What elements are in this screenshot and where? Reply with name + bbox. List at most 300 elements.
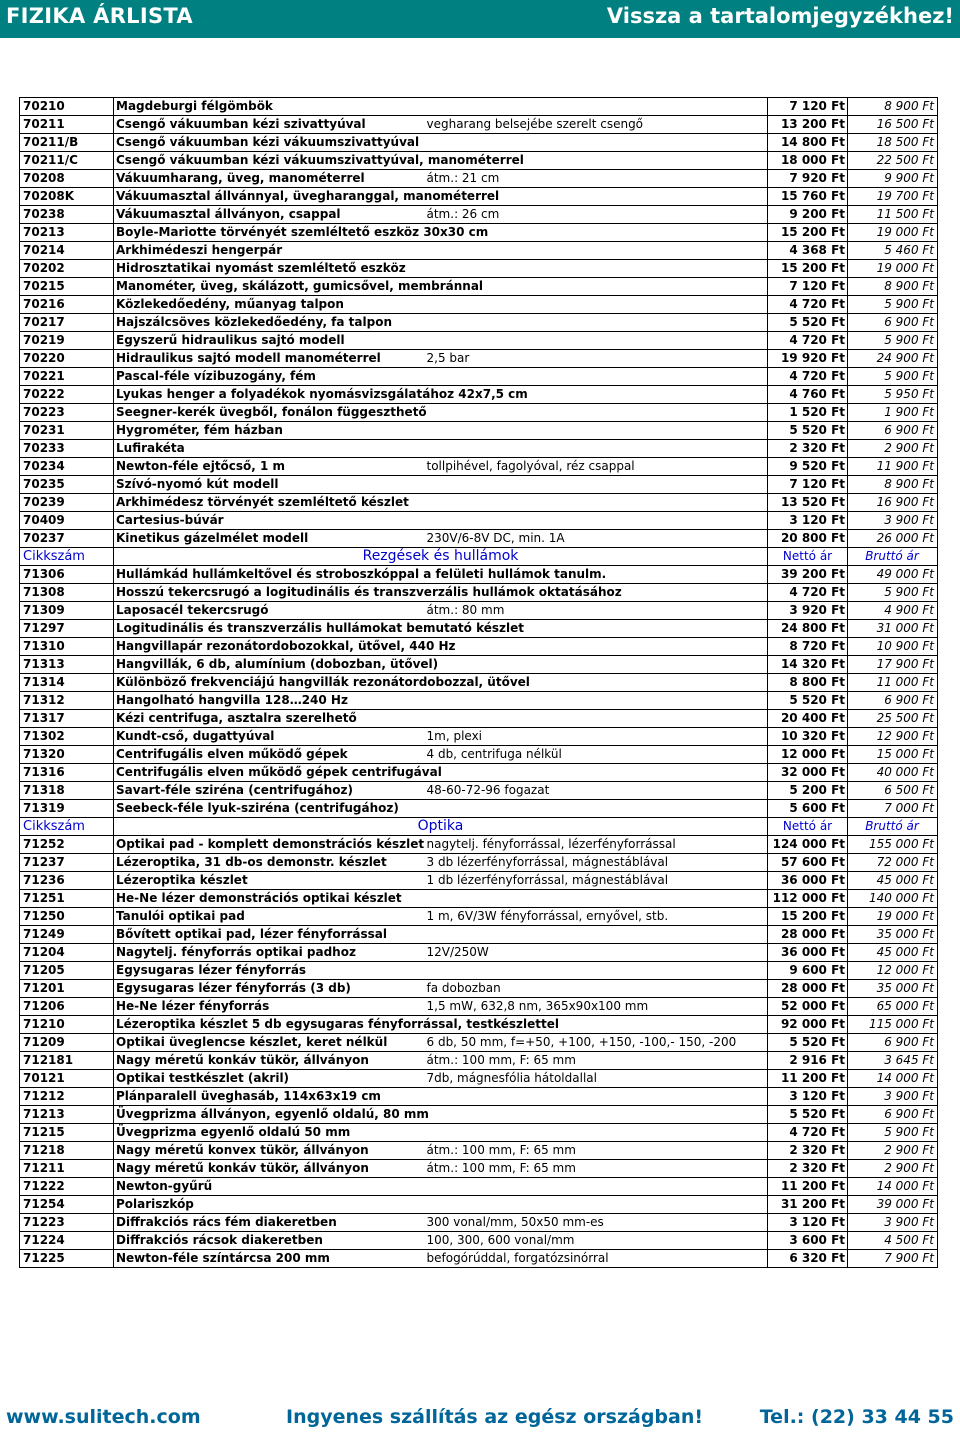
item-note	[425, 440, 768, 458]
gross-price: 11 000 Ft	[848, 674, 938, 692]
net-price: 6 320 Ft	[768, 1250, 848, 1268]
item-code: 70216	[20, 296, 114, 314]
item-name: Optikai üveglencse készlet, keret nélkül	[114, 1034, 425, 1052]
net-price: 11 200 Ft	[768, 1178, 848, 1196]
item-name: Magdeburgi félgömbök	[114, 98, 425, 116]
item-code: 71201	[20, 980, 114, 998]
section-title: Rezgések és hullámok	[114, 548, 768, 566]
item-note: fa dobozban	[425, 980, 768, 998]
item-name: Nagytelj. fényforrás optikai padhoz	[114, 944, 425, 962]
item-note	[425, 422, 768, 440]
net-price: 11 200 Ft	[768, 1070, 848, 1088]
item-note: 2,5 bar	[425, 350, 768, 368]
item-name: Közlekedőedény, műanyag talpon	[114, 296, 425, 314]
table-row	[20, 296, 938, 314]
net-price: 13 200 Ft	[768, 116, 848, 134]
item-note	[425, 656, 768, 674]
net-price: 10 320 Ft	[768, 728, 848, 746]
gross-price: 19 700 Ft	[848, 188, 938, 206]
item-code: 70237	[20, 530, 114, 548]
gross-price: 18 500 Ft	[848, 134, 938, 152]
item-name: Nagy méretű konkáv tükör, állványon	[114, 1052, 425, 1070]
item-name: Logitudinális és transzverzális hullámokat bemutató készlet	[114, 620, 425, 638]
item-note	[425, 242, 768, 260]
column-header-code: Cikkszám	[20, 818, 114, 836]
gross-price: 2 900 Ft	[848, 440, 938, 458]
item-name: Kundt-cső, dugattyúval	[114, 728, 425, 746]
item-code: 70211/C	[20, 152, 114, 170]
item-name: Kinetikus gázelmélet modell	[114, 530, 425, 548]
item-code: 70208	[20, 170, 114, 188]
item-name: Bővített optikai pad, lézer fényforrással	[114, 926, 425, 944]
item-code: 71314	[20, 674, 114, 692]
item-code: 71225	[20, 1250, 114, 1268]
table-row	[20, 710, 938, 728]
net-price: 4 720 Ft	[768, 332, 848, 350]
item-code: 70233	[20, 440, 114, 458]
gross-price: 3 900 Ft	[848, 512, 938, 530]
gross-price: 6 900 Ft	[848, 1106, 938, 1124]
item-note	[425, 260, 768, 278]
gross-price: 11 500 Ft	[848, 206, 938, 224]
price-list-body	[20, 98, 938, 1268]
net-price: 14 320 Ft	[768, 656, 848, 674]
item-note	[425, 890, 768, 908]
net-price: 3 120 Ft	[768, 512, 848, 530]
gross-price: 4 900 Ft	[848, 602, 938, 620]
item-name: Lyukas henger a folyadékok nyomásvizsgálatához 42x7,5 cm	[114, 386, 425, 404]
net-price: 1 520 Ft	[768, 404, 848, 422]
net-price: 36 000 Ft	[768, 872, 848, 890]
item-name: Boyle-Mariotte törvényét szemléltető eszköz 30x30 cm	[114, 224, 425, 242]
item-name: Hidrosztatikai nyomást szemléltető eszköz	[114, 260, 425, 278]
table-row	[20, 1250, 938, 1268]
table-row	[20, 512, 938, 530]
item-note: nagytelj. fényforrással, lézerfényforrással	[425, 836, 768, 854]
item-name: Hangvillák, 6 db, alumínium (dobozban, ütővel)	[114, 656, 425, 674]
table-row	[20, 980, 938, 998]
item-code: 70409	[20, 512, 114, 530]
table-row	[20, 170, 938, 188]
net-price: 31 200 Ft	[768, 1196, 848, 1214]
gross-price: 6 900 Ft	[848, 314, 938, 332]
table-row	[20, 1214, 938, 1232]
gross-price: 11 900 Ft	[848, 458, 938, 476]
item-name: Tanulói optikai pad	[114, 908, 425, 926]
item-name: Polariszkóp	[114, 1196, 425, 1214]
item-note	[425, 368, 768, 386]
item-note	[425, 692, 768, 710]
item-note	[425, 1178, 768, 1196]
item-name: Optikai pad - komplett demonstrációs készlet	[114, 836, 425, 854]
section-header-row	[20, 548, 938, 566]
item-name: Egysugaras lézer fényforrás (3 db)	[114, 980, 425, 998]
item-code: 71205	[20, 962, 114, 980]
net-price: 5 520 Ft	[768, 1106, 848, 1124]
item-code: 71249	[20, 926, 114, 944]
item-code: 70215	[20, 278, 114, 296]
net-price: 2 916 Ft	[768, 1052, 848, 1070]
net-price: 3 120 Ft	[768, 1214, 848, 1232]
net-price: 28 000 Ft	[768, 926, 848, 944]
price-list-table	[19, 97, 938, 1268]
gross-price: 49 000 Ft	[848, 566, 938, 584]
item-note	[425, 638, 768, 656]
item-code: 71252	[20, 836, 114, 854]
gross-price: 14 000 Ft	[848, 1070, 938, 1088]
table-row	[20, 116, 938, 134]
table-row	[20, 440, 938, 458]
item-code: 71209	[20, 1034, 114, 1052]
item-code: 71310	[20, 638, 114, 656]
gross-price: 25 500 Ft	[848, 710, 938, 728]
table-row	[20, 458, 938, 476]
item-name: Vákuumasztal állványon, csappal	[114, 206, 425, 224]
item-note	[425, 404, 768, 422]
table-row	[20, 404, 938, 422]
net-price: 3 120 Ft	[768, 1088, 848, 1106]
gross-price: 22 500 Ft	[848, 152, 938, 170]
item-code: 70219	[20, 332, 114, 350]
table-row	[20, 152, 938, 170]
table-row	[20, 1088, 938, 1106]
gross-price: 45 000 Ft	[848, 944, 938, 962]
table-row	[20, 1142, 938, 1160]
net-price: 15 200 Ft	[768, 224, 848, 242]
net-price: 39 200 Ft	[768, 566, 848, 584]
back-to-toc-link[interactable]: Vissza a tartalomjegyzékhez!	[606, 4, 954, 28]
item-note	[425, 476, 768, 494]
table-row	[20, 1124, 938, 1142]
gross-price: 4 500 Ft	[848, 1232, 938, 1250]
item-code: 71204	[20, 944, 114, 962]
item-code: 70211	[20, 116, 114, 134]
gross-price: 26 000 Ft	[848, 530, 938, 548]
shipping-note: Ingyenes szállítás az egész országban!	[286, 1406, 704, 1428]
item-name: He-Ne lézer fényforrás	[114, 998, 425, 1016]
table-row	[20, 764, 938, 782]
item-note	[425, 962, 768, 980]
item-name: Egyszerű hidraulikus sajtó modell	[114, 332, 425, 350]
table-row	[20, 188, 938, 206]
item-note: 6 db, 50 mm, f=+50, +100, +150, -100,- 150, -200	[425, 1034, 768, 1052]
item-code: 71318	[20, 782, 114, 800]
item-code: 70213	[20, 224, 114, 242]
gross-price: 40 000 Ft	[848, 764, 938, 782]
gross-price: 9 900 Ft	[848, 170, 938, 188]
item-note: 230V/6-8V DC, min. 1A	[425, 530, 768, 548]
net-price: 5 520 Ft	[768, 692, 848, 710]
item-note	[425, 1196, 768, 1214]
net-price: 5 520 Ft	[768, 422, 848, 440]
gross-price: 17 900 Ft	[848, 656, 938, 674]
gross-price: 2 900 Ft	[848, 1142, 938, 1160]
item-code: 71309	[20, 602, 114, 620]
phone-number: Tel.: (22) 33 44 55	[759, 1406, 954, 1428]
item-name: Hullámkád hullámkeltővel és stroboszkóppal a felületi hullámok tanulm.	[114, 566, 425, 584]
gross-price: 31 000 Ft	[848, 620, 938, 638]
item-name: Seebeck-féle lyuk-sziréna (centrifugához)	[114, 800, 425, 818]
gross-price: 3 900 Ft	[848, 1214, 938, 1232]
gross-price: 8 900 Ft	[848, 278, 938, 296]
net-price: 7 120 Ft	[768, 98, 848, 116]
table-row	[20, 836, 938, 854]
item-name: Savart-féle sziréna (centrifugához)	[114, 782, 425, 800]
gross-price: 5 900 Ft	[848, 296, 938, 314]
item-name: Nagy méretű konvex tükör, állványon	[114, 1142, 425, 1160]
item-name: Vákuumharang, üveg, manométerrel	[114, 170, 425, 188]
item-note: 1m, plexi	[425, 728, 768, 746]
item-note: átm.: 80 mm	[425, 602, 768, 620]
gross-price: 19 000 Ft	[848, 260, 938, 278]
column-header-net-price: Nettó ár	[768, 818, 848, 836]
item-name: Centrifugális elven működő gépek	[114, 746, 425, 764]
net-price: 36 000 Ft	[768, 944, 848, 962]
table-row	[20, 674, 938, 692]
item-note	[425, 512, 768, 530]
item-code: 71206	[20, 998, 114, 1016]
item-name: Különböző frekvenciájú hangvillák rezonátordobozzal, ütővel	[114, 674, 425, 692]
net-price: 12 000 Ft	[768, 746, 848, 764]
item-note: 7db, mágnesfólia hátoldallal	[425, 1070, 768, 1088]
net-price: 24 800 Ft	[768, 620, 848, 638]
gross-price: 8 900 Ft	[848, 476, 938, 494]
item-note	[425, 1124, 768, 1142]
table-row	[20, 368, 938, 386]
table-row	[20, 566, 938, 584]
item-code: 71251	[20, 890, 114, 908]
table-row	[20, 872, 938, 890]
item-note: 48-60-72-96 fogazat	[425, 782, 768, 800]
item-name: Hajszálcsöves közlekedőedény, fa talpon	[114, 314, 425, 332]
item-name: Plánparalell üveghasáb, 114x63x19 cm	[114, 1088, 425, 1106]
table-row	[20, 1016, 938, 1034]
gross-price: 2 900 Ft	[848, 1160, 938, 1178]
item-name: Csengő vákuumban kézi szivattyúval	[114, 116, 425, 134]
item-code: 71313	[20, 656, 114, 674]
table-row	[20, 638, 938, 656]
item-code: 70231	[20, 422, 114, 440]
item-name: Nagy méretű konkáv tükör, állványon	[114, 1160, 425, 1178]
item-note	[425, 764, 768, 782]
gross-price: 6 900 Ft	[848, 692, 938, 710]
item-code: 70217	[20, 314, 114, 332]
table-row	[20, 350, 938, 368]
table-row	[20, 908, 938, 926]
table-row	[20, 944, 938, 962]
item-note	[425, 494, 768, 512]
item-code: 71222	[20, 1178, 114, 1196]
item-code: 71250	[20, 908, 114, 926]
item-code: 70234	[20, 458, 114, 476]
table-row	[20, 242, 938, 260]
table-row	[20, 1160, 938, 1178]
table-row	[20, 692, 938, 710]
net-price: 92 000 Ft	[768, 1016, 848, 1034]
gross-price: 6 900 Ft	[848, 1034, 938, 1052]
item-name: Szívó-nyomó kút modell	[114, 476, 425, 494]
gross-price: 35 000 Ft	[848, 980, 938, 998]
gross-price: 8 900 Ft	[848, 98, 938, 116]
gross-price: 6 900 Ft	[848, 422, 938, 440]
table-row	[20, 494, 938, 512]
item-code: 70208K	[20, 188, 114, 206]
net-price: 4 720 Ft	[768, 296, 848, 314]
net-price: 57 600 Ft	[768, 854, 848, 872]
item-note: tollpihével, fagolyóval, réz csappal	[425, 458, 768, 476]
item-note	[425, 314, 768, 332]
gross-price: 5 900 Ft	[848, 1124, 938, 1142]
item-name: Üvegprizma egyenlő oldalú 50 mm	[114, 1124, 425, 1142]
net-price: 5 520 Ft	[768, 1034, 848, 1052]
item-name: Kézi centrifuga, asztalra szerelhető	[114, 710, 425, 728]
item-code: 70223	[20, 404, 114, 422]
item-name: Lufirakéta	[114, 440, 425, 458]
item-note: átm.: 21 cm	[425, 170, 768, 188]
item-name: Cartesius-búvár	[114, 512, 425, 530]
net-price: 7 120 Ft	[768, 476, 848, 494]
item-name: Arkhimédeszi hengerpár	[114, 242, 425, 260]
net-price: 3 920 Ft	[768, 602, 848, 620]
table-row	[20, 890, 938, 908]
item-name: Newton-gyűrű	[114, 1178, 425, 1196]
net-price: 20 800 Ft	[768, 530, 848, 548]
item-note: 1,5 mW, 632,8 nm, 365x90x100 mm	[425, 998, 768, 1016]
gross-price: 5 460 Ft	[848, 242, 938, 260]
item-name: Laposacél tekercsrugó	[114, 602, 425, 620]
item-name: Seegner-kerék üvegből, fonálon függeszthető	[114, 404, 425, 422]
item-code: 71316	[20, 764, 114, 782]
item-code: 70220	[20, 350, 114, 368]
net-price: 52 000 Ft	[768, 998, 848, 1016]
table-row	[20, 584, 938, 602]
item-name: Hosszú tekercsrugó a logitudinális és transzverzális hullámok oktatásához	[114, 584, 425, 602]
table-row	[20, 476, 938, 494]
net-price: 7 920 Ft	[768, 170, 848, 188]
table-row	[20, 620, 938, 638]
item-name: Centrifugális elven működő gépek centrifugával	[114, 764, 425, 782]
item-note	[425, 134, 768, 152]
table-row	[20, 1232, 938, 1250]
net-price: 8 720 Ft	[768, 638, 848, 656]
gross-price: 12 900 Ft	[848, 728, 938, 746]
item-note: átm.: 100 mm, F: 65 mm	[425, 1052, 768, 1070]
net-price: 3 600 Ft	[768, 1232, 848, 1250]
gross-price: 5 900 Ft	[848, 584, 938, 602]
item-name: Egysugaras lézer fényforrás	[114, 962, 425, 980]
net-price: 112 000 Ft	[768, 890, 848, 908]
table-row	[20, 260, 938, 278]
net-price: 2 320 Ft	[768, 440, 848, 458]
gross-price: 5 900 Ft	[848, 332, 938, 350]
item-note: átm.: 100 mm, F: 65 mm	[425, 1142, 768, 1160]
item-code: 71213	[20, 1106, 114, 1124]
net-price: 19 920 Ft	[768, 350, 848, 368]
item-code: 71210	[20, 1016, 114, 1034]
item-code: 71306	[20, 566, 114, 584]
item-name: Optikai testkészlet (akril)	[114, 1070, 425, 1088]
table-row	[20, 854, 938, 872]
item-name: Arkhimédesz törvényét szemléltető készlet	[114, 494, 425, 512]
gross-price: 1 900 Ft	[848, 404, 938, 422]
item-name: Hygrométer, fém házban	[114, 422, 425, 440]
item-code: 71297	[20, 620, 114, 638]
item-code: 71254	[20, 1196, 114, 1214]
item-name: Manométer, üveg, skálázott, gumicsővel, membránnal	[114, 278, 425, 296]
net-price: 18 000 Ft	[768, 152, 848, 170]
item-note: vegharang belsejébe szerelt csengő	[425, 116, 768, 134]
gross-price: 12 000 Ft	[848, 962, 938, 980]
table-row	[20, 530, 938, 548]
table-row	[20, 656, 938, 674]
gross-price: 65 000 Ft	[848, 998, 938, 1016]
table-row	[20, 278, 938, 296]
net-price: 13 520 Ft	[768, 494, 848, 512]
website-link[interactable]: www.sulitech.com	[6, 1406, 201, 1428]
item-name: Lézeroptika, 31 db-os demonstr. készlet	[114, 854, 425, 872]
gross-price: 45 000 Ft	[848, 872, 938, 890]
item-note: 100, 300, 600 vonal/mm	[425, 1232, 768, 1250]
table-row	[20, 1034, 938, 1052]
column-header-net-price: Nettó ár	[768, 548, 848, 566]
net-price: 15 200 Ft	[768, 908, 848, 926]
item-code: 70121	[20, 1070, 114, 1088]
item-name: Vákuumasztal állvánnyal, üvegharanggal, manométerrel	[114, 188, 425, 206]
item-note	[425, 1088, 768, 1106]
gross-price: 10 900 Ft	[848, 638, 938, 656]
item-note: átm.: 100 mm, F: 65 mm	[425, 1160, 768, 1178]
item-name: Üvegprizma állványon, egyenlő oldalú, 80 mm	[114, 1106, 425, 1124]
item-name: Newton-féle színtárcsa 200 mm	[114, 1250, 425, 1268]
table-row	[20, 728, 938, 746]
gross-price: 16 900 Ft	[848, 494, 938, 512]
gross-price: 5 950 Ft	[848, 386, 938, 404]
item-name: Diffrakciós rács fém diakeretben	[114, 1214, 425, 1232]
table-row	[20, 422, 938, 440]
item-code: 70238	[20, 206, 114, 224]
net-price: 4 760 Ft	[768, 386, 848, 404]
table-row	[20, 602, 938, 620]
gross-price: 5 900 Ft	[848, 368, 938, 386]
item-name: Hangolható hangvilla 128…240 Hz	[114, 692, 425, 710]
item-name: Csengő vákuumban kézi vákuumszivattyúval, manométerrel	[114, 152, 425, 170]
net-price: 14 800 Ft	[768, 134, 848, 152]
item-note	[425, 710, 768, 728]
gross-price: 7 900 Ft	[848, 1250, 938, 1268]
item-code: 71236	[20, 872, 114, 890]
item-name: Lézeroptika készlet 5 db egysugaras fényforrással, testkészlettel	[114, 1016, 425, 1034]
item-note: befogórúddal, forgatózsinórral	[425, 1250, 768, 1268]
table-row	[20, 332, 938, 350]
item-note: 300 vonal/mm, 50x50 mm-es	[425, 1214, 768, 1232]
net-price: 2 320 Ft	[768, 1160, 848, 1178]
item-code: 71237	[20, 854, 114, 872]
item-code: 71212	[20, 1088, 114, 1106]
item-name: He-Ne lézer demonstrációs optikai készlet	[114, 890, 425, 908]
table-row	[20, 998, 938, 1016]
gross-price: 24 900 Ft	[848, 350, 938, 368]
column-header-gross-price: Bruttó ár	[848, 548, 938, 566]
table-row	[20, 746, 938, 764]
item-name: Lézeroptika készlet	[114, 872, 425, 890]
net-price: 4 720 Ft	[768, 368, 848, 386]
table-row	[20, 314, 938, 332]
item-code: 70210	[20, 98, 114, 116]
table-row	[20, 224, 938, 242]
gross-price: 19 000 Ft	[848, 908, 938, 926]
column-header-gross-price: Bruttó ár	[848, 818, 938, 836]
net-price: 4 720 Ft	[768, 1124, 848, 1142]
